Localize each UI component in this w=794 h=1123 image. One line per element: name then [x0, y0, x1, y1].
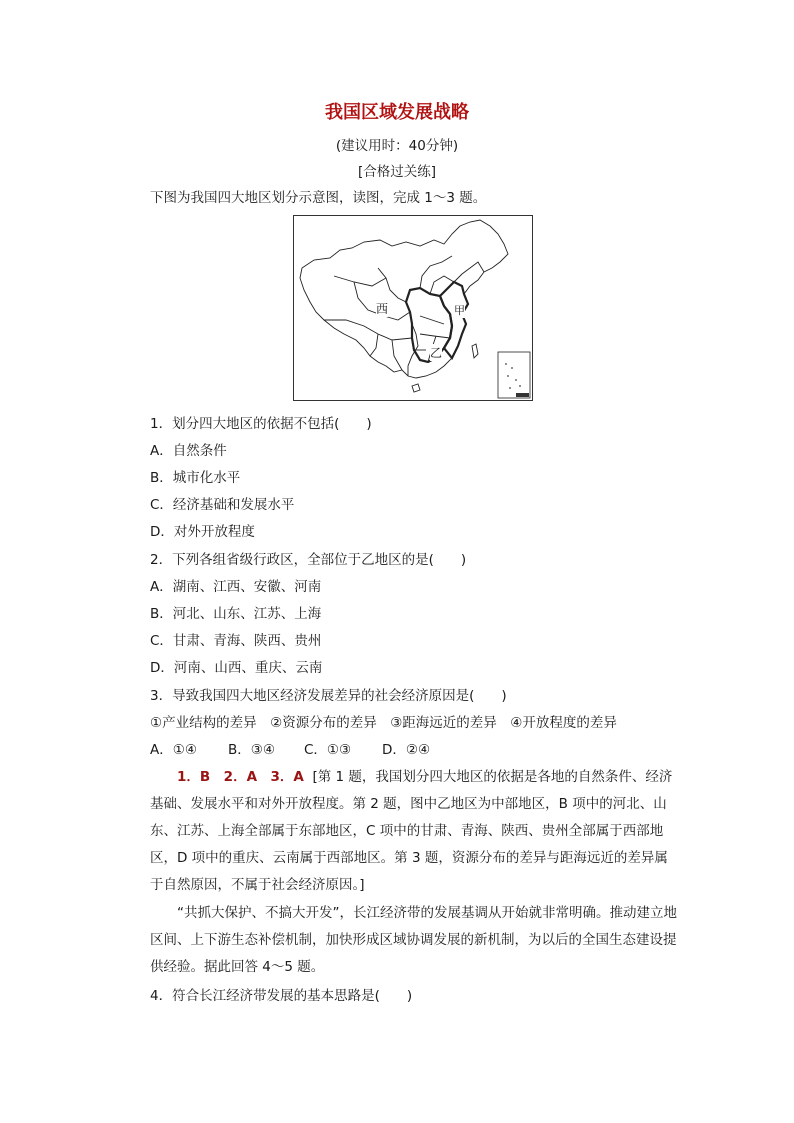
q4-stem: 4．符合长江经济带发展的基本思路是( ) [150, 988, 413, 1004]
q3-option-c: C．①③ [304, 742, 352, 758]
map-label-west: 西 [376, 302, 389, 316]
subtitle: (建议用时：40分钟) [335, 138, 459, 154]
china-regions-map [293, 215, 533, 401]
q2-option-b: B．河北、山东、江苏、上海 [150, 606, 322, 622]
passage-4-5: “共抓大保护、不搞大开发”，长江经济带的发展基调从开始就非常明确。推动建立地区间、上下游生态补偿机制，加快形成区域协调发展的新机制，为以后的全国生态建设提供经验。据此回答 4～5 题。 [150, 905, 677, 975]
answer-keys: 1．B 2．A 3．A [177, 769, 304, 785]
q1-option-d: D．对外开放程度 [150, 524, 255, 540]
q2-stem: 2．下列各组省级行政区，全部位于乙地区的是( ) [150, 552, 467, 568]
map-label-central: 乙 [430, 346, 443, 360]
section-heading: [合格过关练] [357, 164, 437, 180]
q3-items: ①产业结构的差异 ②资源分布的差异 ③距海远近的差异 ④开放程度的差异 [150, 715, 617, 731]
map-label-east: 甲 [454, 304, 465, 317]
q2-option-a: A．湖南、江西、安徽、河南 [150, 579, 322, 595]
intro-text: 下图为我国四大地区划分示意图，读图，完成 1～3 题。 [150, 190, 487, 206]
q1-option-b: B．城市化水平 [150, 470, 241, 486]
q2-option-c: C．甘肃、青海、陕西、贵州 [150, 633, 322, 649]
answer-paragraph [150, 764, 678, 899]
map-outline-icon [294, 216, 532, 400]
q1-stem: 1．划分四大地区的依据不包括( ) [150, 416, 372, 432]
q3-option-a: A．①④ [150, 742, 197, 758]
q1-option-a: A．自然条件 [150, 443, 227, 459]
q2-option-d: D．河南、山西、重庆、云南 [150, 660, 323, 676]
q3-option-b: B．③④ [228, 742, 275, 758]
page-title: 我国区域发展战略 [325, 102, 469, 123]
q3-option-d: D．②④ [382, 742, 431, 758]
answer-explanation: [第 1 题，我国划分四大地区的依据是各地的自然条件、经济基础、发展水平和对外开放程度。第 2 题，图中乙地区为中部地区，B 项中的河北、山东、江苏、上海全部属于东部地区，C 项中的甘肃、青海、陕西、贵州全部属于西部地区，D 项中的重庆、云南属于西部地区。第 3 题，资源分布的差异与距海远近的差异属于自然原因，不属于社会经济原因。] [150, 769, 673, 893]
q3-stem: 3．导致我国四大地区经济发展差异的社会经济原因是( ) [150, 688, 507, 704]
q1-option-c: C．经济基础和发展水平 [150, 497, 295, 513]
